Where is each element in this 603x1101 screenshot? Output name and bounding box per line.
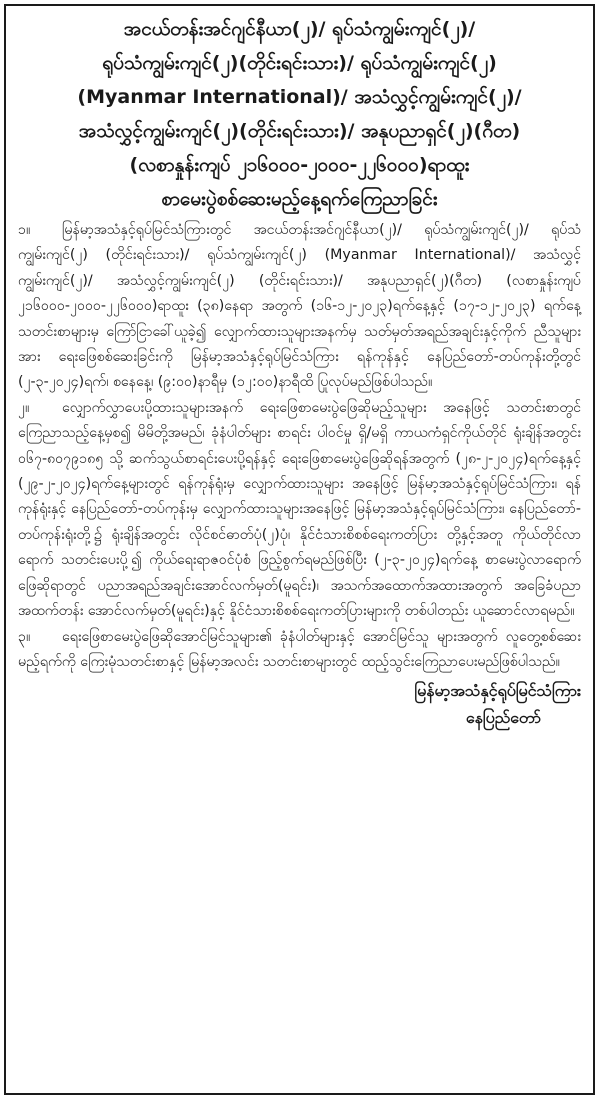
notice-title bbox=[18, 12, 581, 216]
title-line-6: စာမေးပွဲစစ်ဆေးမည့်နေ့ရက်ကြေညာခြင်း bbox=[161, 188, 438, 210]
notice-box bbox=[4, 4, 595, 1095]
paragraph-2 bbox=[18, 396, 581, 625]
paragraph-number: ၃။ bbox=[18, 628, 31, 645]
title-line-3: (Myanmar International)/ အသံလွှင့်ကျွမ်းကျင်(၂)/ bbox=[77, 86, 522, 108]
paragraph-text: ရေးဖြေစာမေးပွဲဖြေဆိုအောင်မြင်သူများ၏ ခုံနံပါတ်များနှင့် အောင်မြင်သူ များအတွက် လူတွေ့စစ်ဆေးမည့်ရက်ကို ကြေးမုံသတင်းစာနှင့် မြန်မာ့အလင်း သတင်းစာများတွင် ထည့်သွင်းကြေညာပေးမည်ဖြစ်ပါသည်။ bbox=[18, 628, 581, 670]
signature-location: နေပြည်တော် bbox=[465, 708, 541, 728]
signature-organization: မြန်မာ့အသံနှင့်ရုပ်မြင်သံကြား bbox=[414, 681, 581, 701]
paragraph-number: ၁။ bbox=[18, 222, 31, 238]
paragraph-number: ၂။ bbox=[18, 399, 30, 416]
title-line-2: ရုပ်သံကျွမ်းကျင်(၂)(တိုင်းရင်းသား)/ ရုပ်သံကျွမ်းကျင်(၂) bbox=[102, 52, 497, 74]
title-line-1: အငယ်တန်းအင်ဂျင်နီယာ(၂)/ ရုပ်သံကျွမ်းကျင်(၂)/ bbox=[123, 18, 476, 40]
title-line-5: (လစာနှုန်းကျပ် ၂၁၆၀၀၀-၂၀၀၀-၂၂၆၀၀၀)ရာထူး bbox=[129, 154, 470, 176]
paragraph-text: မြန်မာ့အသံနှင့်ရုပ်မြင်သံကြားတွင် အငယ်တန်းအင်ဂျင်နီယာ(၂)/ ရုပ်သံကျွမ်းကျင်(၂)/ ရုပ်သံကျွမ်းကျင်(၂) (တိုင်းရင်းသား)/ ရုပ်သံကျွမ်းကျင်(၂) (Myanmar International)/ အသံလွှင့်ကျွမ်းကျင်(၂)/ အသံလွှင့်ကျွမ်းကျင်(၂) (တိုင်းရင်းသား)/ အနုပညာရှင်(၂)(ဂီတ) (လစာနှုန်းကျပ် ၂၁၆၀၀၀-၂၀၀၀-၂၂၆၀၀၀)ရာထူး (၃၈)နေရာ အတွက် (၁၆-၁၂-၂၀၂၃)ရက်နေ့နှင့် (၁၇-၁၂-၂၀၂၃) ရက်နေ့ သတင်းစာများမှ ကြော်ငြာခေါ်ယူခဲ့၍ လျှောက်ထားသူများအနက်မှ သတ်မှတ်အရည်အချင်းနှင့်ကိုက် ညီသူများအား ရေးဖြေစစ်ဆေးခြင်းကို မြန်မာ့အသံနှင့်ရုပ်မြင်သံကြား ရန်ကုန်နှင့် နေပြည်တော်-တပ်ကုန်းတို့တွင် (၂-၃-၂၀၂၄)ရက်၊ စနေနေ့၊ (၉:၀၀)နာရီမှ (၁၂:၀၀)နာရီထိ ပြုလုပ်မည်ဖြစ်ပါသည်။ bbox=[18, 222, 581, 391]
title-line-4: အသံလွှင့်ကျွမ်းကျင်(၂)(တိုင်းရင်းသား)/ အနုပညာရှင်(၂)(ဂီတ) bbox=[78, 120, 521, 142]
paragraph-3 bbox=[18, 625, 581, 676]
paragraph-text: လျှောက်လွှာပေးပို့ထားသူများအနက် ရေးဖြေစာမေးပွဲဖြေဆိုမည့်သူများ အနေဖြင့် သတင်းစာတွင် ကြေညာသည့်နေ့မှစ၍ မိမိတို့အမည်၊ ခုံနံပါတ်များ စာရင်း ပါဝင်မှု ရှိ/မရှိ ကာယကံရှင်ကိုယ်တိုင် ရုံးချိန်အတွင်း ၀၆၇-၈၀၇၉၁၈၅ သို့ ဆက်သွယ်စာရင်းပေးပို့ရန်နှင့် ရေးဖြေစာမေးပွဲဖြေဆိုရန်အတွက် (၂၈-၂-၂၀၂၄)ရက်နေ့နှင့် (၂၉-၂-၂၀၂၄)ရက်နေ့များတွင် ရန်ကုန်ရုံးမှ လျှောက်ထားသူများ အနေဖြင့် မြန်မာ့အသံနှင့်ရုပ်မြင်သံကြား၊ ရန်ကုန်ရုံးနှင့် နေပြည်တော်-တပ်ကုန်းမှ လျှောက်ထားသူများအနေဖြင့် မြန်မာ့အသံနှင့်ရုပ်မြင်သံကြား၊ နေပြည်တော်-တပ်ကုန်းရုံးတို့၌ ရုံးချိန်အတွင်း လိုင်စင်ဓာတ်ပုံ(၂)ပုံ၊ နိုင်ငံသားစိစစ်ရေးကတ်ပြား တို့နှင့်အတူ ကိုယ်တိုင်လာရောက် သတင်းပေးပို့၍ ကိုယ်ရေးရာဇဝင်ပုံစံ ဖြည့်စွက်ရမည်ဖြစ်ပြီး (၂-၃-၂၀၂၄)ရက်နေ့ စာမေးပွဲလာရောက်ဖြေဆိုရာတွင် ပညာအရည်အချင်းအောင်လက်မှတ်(မူရင်း)၊ အသက်အထောက်အထားအတွက် အခြေခံပညာ အထက်တန်း အောင်လက်မှတ်(မူရင်း)နှင့် နိုင်ငံသားစိစစ်ရေးကတ်ပြားများကို တစ်ပါတည်း ယူဆောင်လာရမည်။ bbox=[18, 399, 581, 620]
signature-block bbox=[18, 677, 581, 731]
paragraph-1 bbox=[18, 218, 581, 396]
